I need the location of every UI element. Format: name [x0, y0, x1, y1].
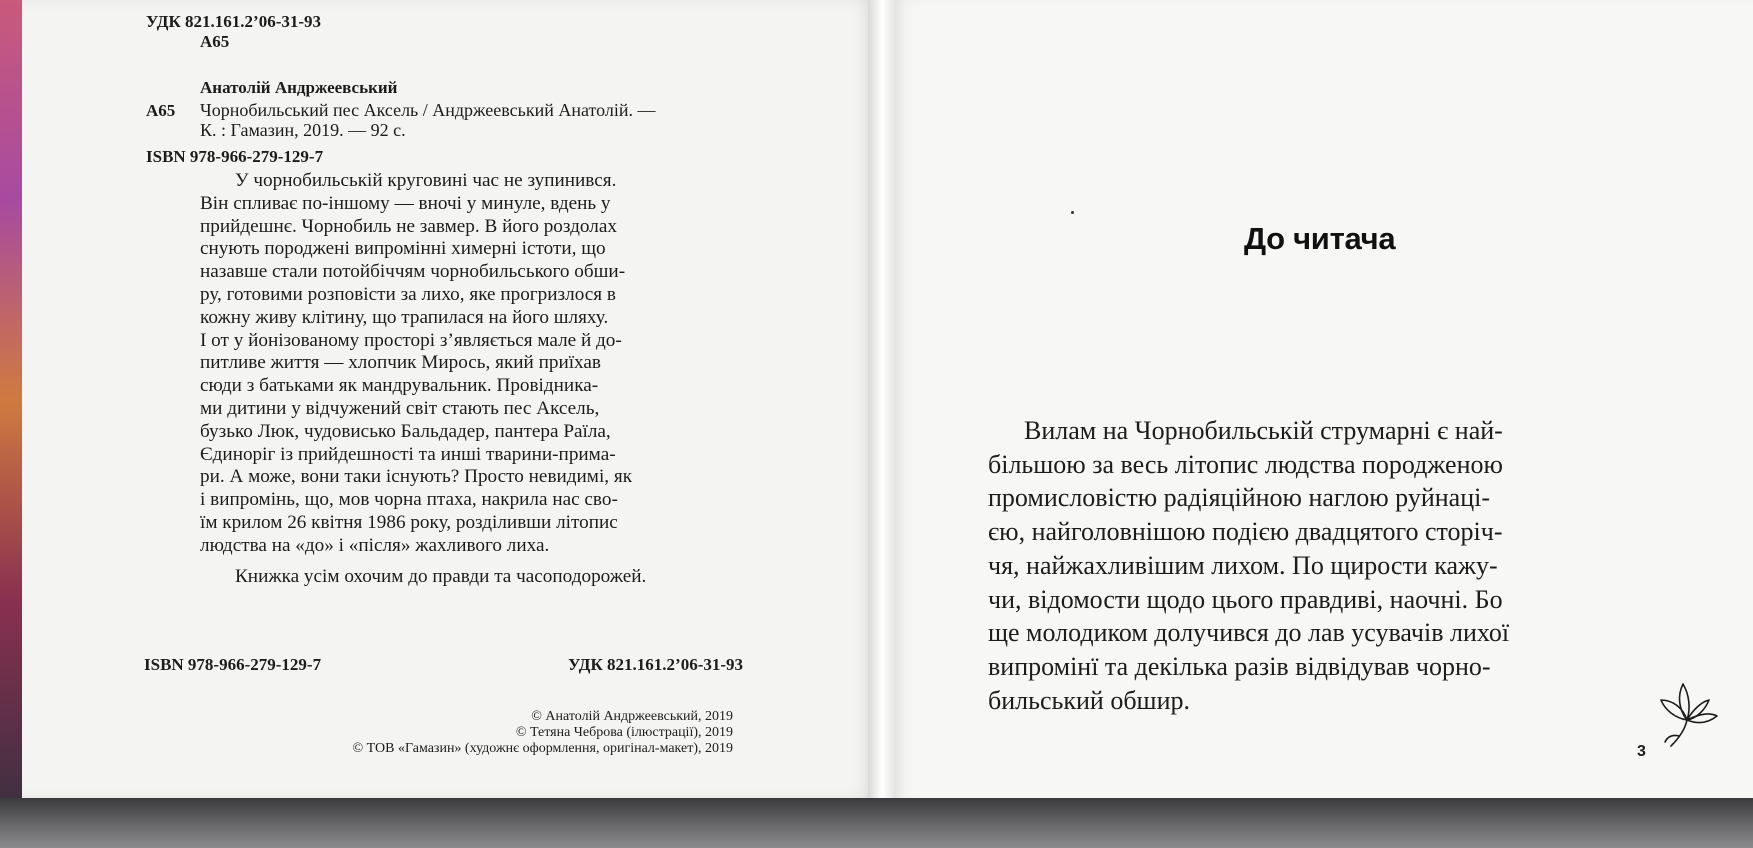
blurb-line: Він спливає по-іншому — вночі у минуле, вдень у	[200, 192, 611, 214]
ink-speck	[1071, 211, 1074, 214]
body-line: єю, найголовнішою подією двадцятого сторіч-	[988, 517, 1503, 547]
book-edge	[0, 0, 22, 800]
blurb-line: снують породжені випромінні химерні істоти, що	[200, 238, 606, 260]
blurb-line: і випромінь, що, мов чорна птаха, накрила нас сво-	[200, 489, 618, 511]
bib-line-1: Чорнобильський пес Аксель / Андржеевський Анатолій. —	[200, 100, 656, 120]
body-line: бильський обшир.	[988, 685, 1190, 715]
blurb-line: ру, готовими розповісти за лихо, яке прогризлося в	[200, 283, 616, 305]
body-line: випромінї та декілька разів відвідував чорно-	[988, 651, 1491, 681]
isbn-bottom: ISBN 978-966-279-129-7	[144, 655, 322, 674]
body-line: чи, відомости щодо цього правдиві, наочні. Бо	[988, 584, 1503, 614]
author-name: Анатолій Андржеевський	[200, 78, 398, 97]
blurb-line: ми дитини у відчужений світ стають пес Аксель,	[200, 397, 600, 419]
blurb-line: бузько Люк, чудовисько Бальдадер, пантера Раїла,	[200, 420, 611, 442]
bib-line-2: К. : Гамазин, 2019. — 92 с.	[200, 120, 406, 140]
copyright-author: © Анатолій Андржеевський, 2019	[531, 709, 733, 724]
copyright-illustrator: © Тетяна Чеброва (ілюстрації), 2019	[515, 725, 733, 740]
blurb-line: ри. А може, вони таки існують? Просто невидимі, як	[200, 466, 633, 488]
lily-flower-icon	[1657, 680, 1719, 750]
udk-top: УДК 821.161.2’06-31-93	[146, 12, 322, 31]
chapter-heading: До читача	[1244, 221, 1396, 256]
blurb-line: У чорнобильській круговині час не зупинився.	[235, 170, 617, 191]
foreword-text	[988, 414, 1658, 717]
blurb-line: їм крилом 26 квітня 1986 року, розділивши літопис	[200, 511, 618, 533]
book-gutter	[868, 0, 896, 812]
class-code-top: А65	[200, 32, 230, 51]
blurb-line: питливе життя — хлопчик Мирось, який приїхав	[200, 352, 601, 374]
blurb-line: І от у йонізованому просторі з’являється мале й до-	[200, 329, 622, 351]
blurb-line: назавше стали потойбіччям чорнобильського обши-	[200, 261, 626, 283]
blurb-last-line: Книжка усім охочим до правди та часоподорожей.	[235, 565, 647, 587]
show-through-texture	[990, 22, 1660, 138]
class-code: А65	[146, 101, 176, 120]
body-line: Вилам на Чорнобильській струмарні є най-	[1024, 416, 1503, 445]
body-line: чя, найжахливішим лихом. По щирости кажу-	[988, 550, 1498, 580]
copyright-publisher: © ТОВ «Гамазин» (художнє оформлення, оригінал-макет), 2019	[352, 741, 733, 756]
isbn-top: ISBN 978-966-279-129-7	[146, 147, 324, 166]
body-line: ще молодиком долучився до лав усувачів лихої	[988, 618, 1510, 648]
body-line: промисловістю радіяційною наглою руйнаці-	[988, 483, 1490, 513]
blurb-line: сюди з батьками як мандрувальник. Провідника-	[200, 375, 599, 397]
page-number: 3	[1637, 743, 1646, 760]
blurb-line: прийдешнє. Чорнобиль не завмер. В його роздолах	[200, 215, 617, 237]
book-cover-edge	[0, 798, 1753, 848]
udk-bottom: УДК 821.161.2’06-31-93	[568, 655, 744, 674]
blurb-line: кожну живу клітину, що трапилася на його шляху.	[200, 306, 609, 328]
blurb-line: Єдиноріг із прийдешності та инші тварини-прима-	[200, 443, 616, 465]
body-line: більшою за весь літопис людства породженою	[988, 449, 1503, 479]
annotation-blurb	[200, 170, 730, 588]
blurb-line: людства на «до» і «після» жахливого лиха.	[200, 534, 550, 556]
